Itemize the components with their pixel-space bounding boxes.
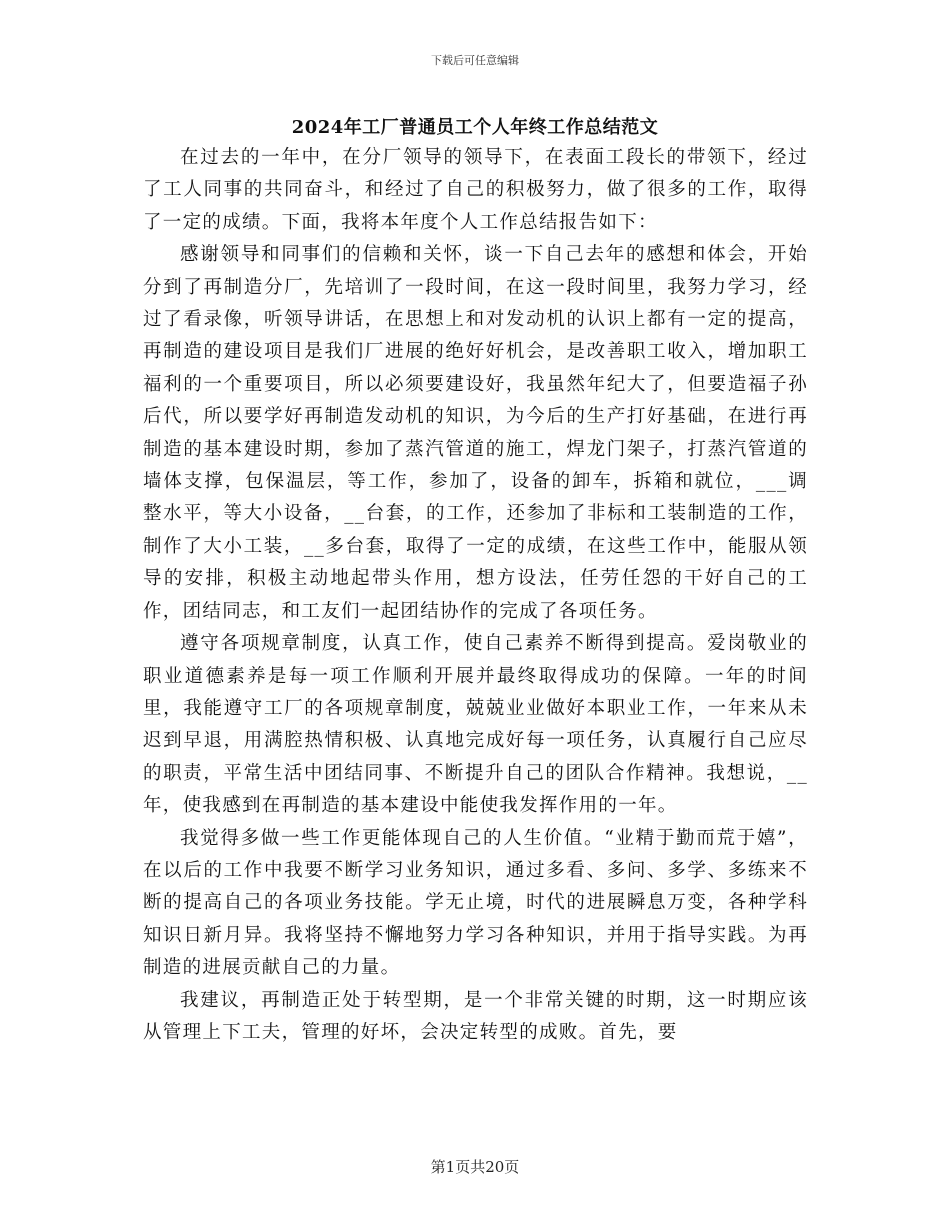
paragraph: 在过去的一年中，在分厂领导的领导下，在表面工段长的带领下，经过了工人同事的共同奋斗，和经过了自己的积极努力，做了很多的工作，取得了一定的成绩。下面，我将本年度个人工作总结报告如下： <box>143 147 808 233</box>
document-body <box>143 142 808 1049</box>
paragraph: 遵守各项规章制度，认真工作，使自己素养不断得到提高。爱岗敬业的职业道德素养是每一项工作顺利开展并最终取得成功的保障。一年的时间里，我能遵守工厂的各项规章制度，兢兢业业做好本职业工作，一年来从未迟到早退，用满腔热情积极、认真地完成好每一项任务，认真履行自己应尽的职责，平常生活中团结同事、不断提升自己的团队合作精神。我想说，__年，使我感到在再制造的基本建设中能使我发挥作用的一年。 <box>143 633 808 817</box>
paragraph: 感谢领导和同事们的信赖和关怀，谈一下自己去年的感想和体会，开始分到了再制造分厂，先培训了一段时间，在这一段时间里，我努力学习，经过了看录像，听领导讲话，在思想上和对发动机的认识上都有一定的提高，再制造的建设项目是我们厂进展的绝好好机会，是改善职工收入，增加职工福利的一个重要项目，所以必须要建设好，我虽然年纪大了，但要造福子孙后代，所以要学好再制造发动机的知识，为今后的生产打好基础，在进行再制造的基本建设时期，参加了蒸汽管道的施工，焊龙门架子，打蒸汽管道的墙体支撑，包保温层，等工作，参加了，设备的卸车，拆箱和就位，___调整水平，等大小设备，__台套，的工作，还参加了非标和工装制造的工作，制作了大小工装，__多台套，取得了一定的成绩，在这些工作中，能服从领导的安排，积极主动地起带头作用，想方设法，任劳任怨的干好自己的工作，团结同志，和工友们一起团结协作的完成了各项任务。 <box>143 244 808 622</box>
page-header-note: 下载后可任意编辑 <box>431 54 519 67</box>
document-title: 2024年工厂普通员工个人年终工作总结范文 <box>291 117 659 138</box>
paragraph: 我建议，再制造正处于转型期，是一个非常关键的时期，这一时期应该从管理上下工夫，管理的好坏，会决定转型的成败。首先，要 <box>143 989 808 1043</box>
paragraph: 我觉得多做一些工作更能体现自己的人生价值。“业精于勤而荒于嬉”，在以后的工作中我要不断学习业务知识，通过多看、多问、多学、多练来不断的提高自己的各项业务技能。学无止境，时代的进展瞬息万变，各种学科知识日新月异。我将坚持不懈地努力学习各种知识，并用于指导实践。为再制造的进展贡献自己的力量。 <box>143 827 808 979</box>
page-number: 第1页共20页 <box>430 1158 520 1176</box>
